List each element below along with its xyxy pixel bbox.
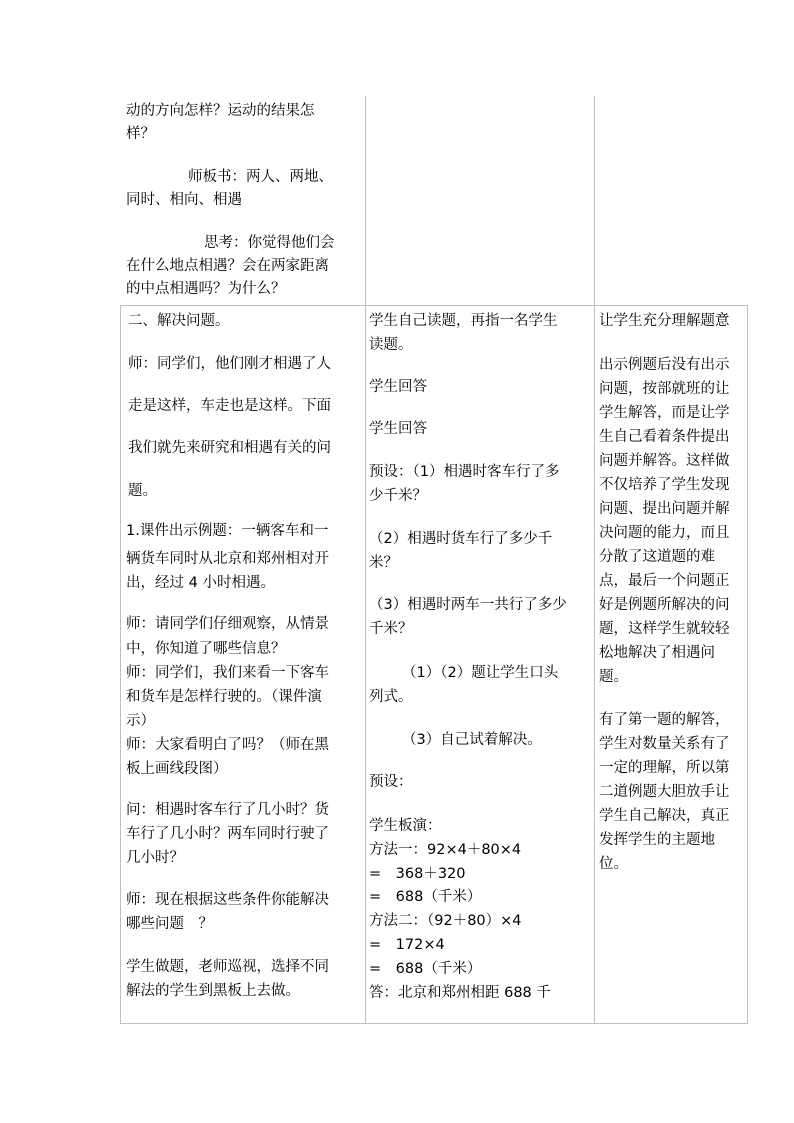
text-line: 在什么地点相遇？会在两家距离: [126, 258, 329, 274]
text-line: 学生回答: [369, 421, 427, 437]
text-line: （1）（2）题让学生口头: [402, 665, 559, 681]
text-line: 样？: [126, 126, 155, 142]
text-line: 师：请同学们仔细观察，从情景: [126, 616, 329, 632]
text-line: 车行了几小时？两车同时行驶了: [126, 826, 329, 842]
text-line: 出，经过 4 小时相遇。: [126, 575, 275, 591]
text-line: 好是例题所解决的问: [599, 597, 730, 613]
text-line: = 368＋320: [369, 866, 466, 882]
section-heading: 二、解决问题。: [128, 313, 230, 329]
text-line: = 688（千米）: [369, 889, 482, 905]
text-line: 问题、提出问题并解: [599, 501, 730, 517]
text-line: 师：现在根据这些条件你能解决: [126, 892, 329, 908]
text-line: 师：大家看明白了吗？（师在黑: [126, 737, 329, 753]
table-border-right: [747, 306, 748, 1024]
text-line: 读题。: [369, 337, 413, 353]
text-line: 发挥学生的主题地: [599, 832, 715, 848]
text-line: 预设：（1）相遇时客车行了多: [369, 464, 560, 480]
text-line: 米？: [369, 555, 398, 571]
text-line: 少千米？: [369, 488, 427, 504]
text-line: 师：同学们，他们刚才相遇了人: [128, 356, 331, 372]
text-line: 问题并解答。这样做: [599, 453, 730, 469]
text-line: 预设：: [369, 774, 413, 790]
text-line: 生自己看着条件提出: [599, 429, 730, 445]
text-line: 中，你知道了哪些信息？: [126, 641, 286, 657]
text-line: 和货车是怎样行驶的。（课件演: [126, 689, 322, 705]
text-line: 师板书：两人、两地、: [188, 169, 333, 185]
text-line: 同时、相向、相遇: [126, 192, 242, 208]
text-line: 问题，按部就班的让: [599, 381, 730, 397]
text-line: 哪些问题 ？: [126, 916, 213, 932]
text-line: 学生回答: [369, 379, 427, 395]
text-line: 方法一：92×4＋80×4: [369, 842, 522, 858]
text-line: 学生板演：: [369, 818, 442, 834]
text-line: 学生自己解决，真正: [599, 808, 730, 824]
text-line: 答：北京和郑州相距 688 千: [369, 985, 551, 1001]
text-line: 的中点相遇吗？为什么？: [126, 281, 286, 297]
text-line: = 688（千米）: [369, 961, 482, 977]
text-line: 一定的理解，所以第: [599, 760, 730, 776]
text-line: 思考：你觉得他们会: [204, 235, 335, 251]
text-line: 二道例题大胆放手让: [599, 784, 730, 800]
text-line: = 172×4: [369, 937, 445, 953]
table-border-bottom: [120, 1023, 748, 1024]
text-line: （3）自己试着解决。: [402, 732, 542, 748]
text-line: 师：同学们，我们来看一下客车: [126, 665, 329, 681]
text-line: 走是这样，车走也是这样。下面: [128, 398, 331, 414]
text-line: 辆货车同时从北京和郑州相对开: [126, 551, 329, 567]
row-separator: [120, 305, 748, 306]
text-line: 分散了这道题的难: [599, 549, 715, 565]
table-divider-2: [594, 96, 595, 1024]
text-line: 1.课件出示例题：一辆客车和一: [126, 523, 329, 539]
text-line: 示）: [126, 713, 155, 729]
text-line: 问：相遇时客车行了几小时？货: [126, 802, 329, 818]
text-line: 位。: [599, 856, 628, 872]
row1-col1-cell: [126, 100, 362, 301]
text-line: 列式。: [369, 689, 413, 705]
text-line: （3）相遇时两车一共行了多少: [369, 597, 567, 613]
text-line: 让学生充分理解题意: [599, 313, 730, 329]
text-line: 不仅培养了学生发现: [599, 477, 730, 493]
text-line: 松地解决了相遇问: [599, 645, 715, 661]
text-line: 题。: [128, 483, 157, 499]
text-line: 板上画线段图）: [126, 761, 228, 777]
text-line: 学生做题，老师巡视，选择不同: [126, 959, 329, 975]
text-line: 点，最后一个问题正: [599, 573, 730, 589]
text-line: 学生解答，而是让学: [599, 405, 730, 421]
text-line: 我们就先来研究和相遇有关的问: [128, 440, 331, 456]
text-line: 解法的学生到黑板上去做。: [126, 983, 300, 999]
text-line: 千米？: [369, 621, 413, 637]
text-line: 学生自己读题，再指一名学生: [369, 313, 558, 329]
text-line: 几小时？: [126, 850, 184, 866]
text-line: 题，这样学生就较轻: [599, 621, 730, 637]
text-line: 动的方向怎样？运动的结果怎: [126, 103, 315, 119]
text-line: （2）相遇时货车行了多少千: [369, 531, 553, 547]
text-line: 决问题的能力，而且: [599, 525, 730, 541]
text-line: 题。: [599, 669, 628, 685]
text-line: 出示例题后没有出示: [599, 357, 730, 373]
text-line: 方法二：（92＋80）×4: [369, 913, 522, 929]
table-divider-1: [365, 96, 366, 1024]
table-border-left: [120, 306, 121, 1024]
text-line: 有了第一题的解答，: [599, 712, 730, 728]
text-line: 学生对数量关系有了: [599, 736, 730, 752]
